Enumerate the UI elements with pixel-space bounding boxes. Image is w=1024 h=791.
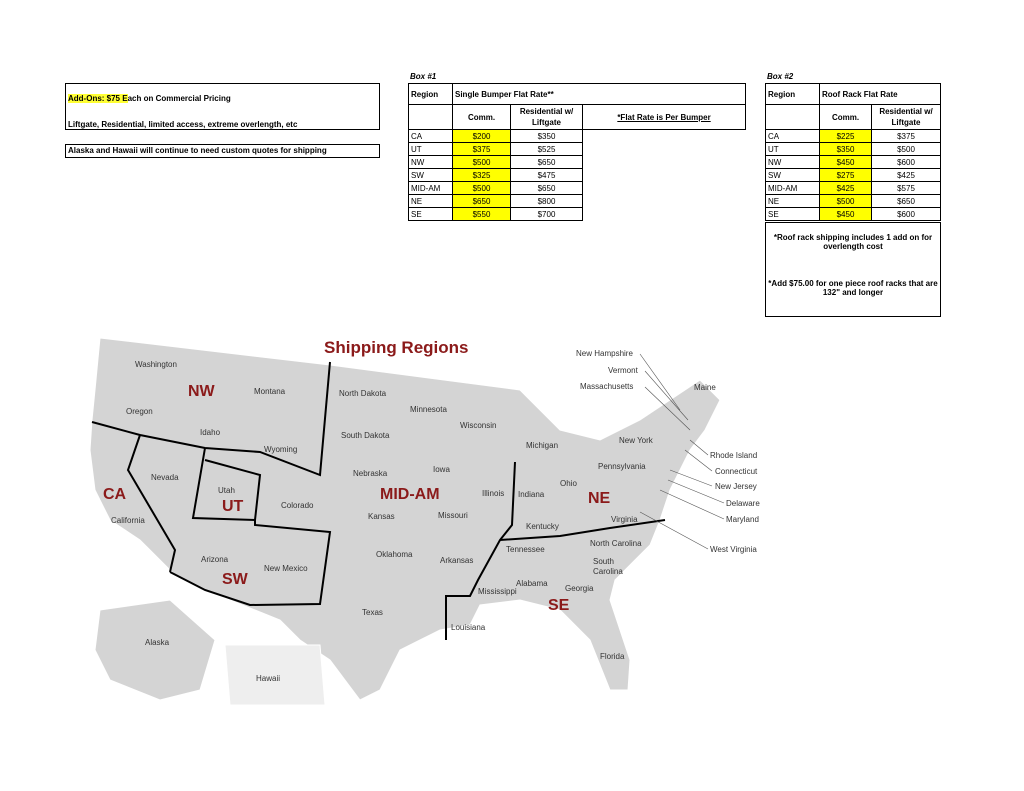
state-label: Missouri	[438, 511, 468, 520]
state-label: Arizona	[201, 555, 229, 564]
box2-cell-res: $650	[872, 195, 941, 208]
box1-cell-comm: $200	[453, 130, 511, 143]
state-label: Delaware	[726, 499, 760, 508]
state-label: Georgia	[565, 584, 594, 593]
state-label: Connecticut	[715, 467, 758, 476]
box1-cell-comm: $375	[453, 143, 511, 156]
state-label: Louisiana	[451, 623, 486, 632]
box1-cell-comm: $550	[453, 208, 511, 221]
state-label: Kentucky	[526, 522, 559, 531]
box2-note1: *Roof rack shipping includes 1 add on for overlength cost	[773, 233, 933, 251]
state-label: Colorado	[281, 501, 314, 510]
state-label: Nevada	[151, 473, 179, 482]
state-label: New Jersey	[715, 482, 757, 491]
box2-cell-res: $600	[872, 208, 941, 221]
state-label: Michigan	[526, 441, 559, 450]
box1-cell-res: $525	[511, 143, 583, 156]
state-label: Ohio	[560, 479, 577, 488]
addons-line2: Liftgate, Residential, limited access, extreme overlength, etc	[68, 120, 298, 129]
box1-col-res: Residential w/ Liftgate	[511, 105, 583, 130]
box1-cell-region: MID-AM	[409, 182, 453, 195]
state-label: New York	[619, 436, 653, 445]
box2-cell-res: $500	[872, 143, 941, 156]
box2-cell-region: SE	[766, 208, 820, 221]
box2-cell-region: NW	[766, 156, 820, 169]
box2-cell-comm: $500	[820, 195, 872, 208]
state-label: Idaho	[200, 428, 221, 437]
state-label: North Carolina	[590, 539, 642, 548]
box1-cell-region: SW	[409, 169, 453, 182]
box1-label: Box #1	[410, 72, 437, 81]
box1-cell-region: CA	[409, 130, 453, 143]
box1-cell-comm: $500	[453, 182, 511, 195]
box2-note2: *Add $75.00 for one piece roof racks that are 132" and longer	[768, 279, 938, 297]
state-label: Florida	[600, 652, 625, 661]
box1-cell-comm: $650	[453, 195, 511, 208]
box1-cell-region: SE	[409, 208, 453, 221]
box2-cell-comm: $450	[820, 208, 872, 221]
box1-flat-note: *Flat Rate is Per Bumper	[583, 105, 746, 130]
state-label: Iowa	[433, 465, 450, 474]
state-label: Indiana	[518, 490, 545, 499]
box1-cell-res: $700	[511, 208, 583, 221]
state-label: Minnesota	[410, 405, 447, 414]
state-label: Washington	[135, 360, 177, 369]
box2-cell-comm: $350	[820, 143, 872, 156]
box1-cell-res: $650	[511, 182, 583, 195]
box2-cell-region: UT	[766, 143, 820, 156]
box1-cell-region: NW	[409, 156, 453, 169]
region-ut: UT	[222, 498, 244, 515]
state-label: Rhode Island	[710, 451, 758, 460]
state-label: California	[111, 516, 145, 525]
state-label: Alaska	[145, 638, 170, 647]
state-label: Wyoming	[264, 445, 298, 454]
box2-col-res: Residential w/ Liftgate	[872, 105, 941, 130]
state-label: Illinois	[482, 489, 505, 498]
map-title: Shipping Regions	[324, 338, 469, 357]
box1-cell-res: $350	[511, 130, 583, 143]
state-label: Kansas	[368, 512, 395, 521]
box1-cell-region: NE	[409, 195, 453, 208]
state-label: Tennessee	[506, 545, 545, 554]
state-label: Alabama	[516, 579, 548, 588]
state-label: New Mexico	[264, 564, 308, 573]
state-label: Nebraska	[353, 469, 388, 478]
state-label: West Virginia	[710, 545, 757, 554]
state-label: Maryland	[726, 515, 759, 524]
box1-cell-res: $475	[511, 169, 583, 182]
state-label: Massachusetts	[580, 382, 634, 391]
box2-cell-region: SW	[766, 169, 820, 182]
box1-cell-comm: $325	[453, 169, 511, 182]
state-label: Arkansas	[440, 556, 474, 565]
box2-title: Roof Rack Flat Rate	[820, 84, 941, 105]
box2-cell-comm: $275	[820, 169, 872, 182]
box1-cell-res: $650	[511, 156, 583, 169]
box1-col-comm: Comm.	[453, 105, 511, 130]
region-sw: SW	[222, 571, 248, 588]
state-label: North Dakota	[339, 389, 387, 398]
state-label: Montana	[254, 387, 286, 396]
box2-region-header: Region	[766, 84, 820, 105]
box2-label: Box #2	[767, 72, 794, 81]
state-label: Mississippi	[478, 587, 517, 596]
state-label: South Dakota	[341, 431, 390, 440]
region-ne: NE	[588, 490, 611, 507]
state-label: Oklahoma	[376, 550, 413, 559]
box2-cell-res: $600	[872, 156, 941, 169]
state-label: Vermont	[608, 366, 638, 375]
box2-cell-region: MID-AM	[766, 182, 820, 195]
box2-cell-comm: $225	[820, 130, 872, 143]
alaska-hawaii-note: Alaska and Hawaii will continue to need custom quotes for shipping	[65, 144, 380, 158]
box1-title: Single Bumper Flat Rate**	[453, 84, 746, 105]
box1-cell-comm: $500	[453, 156, 511, 169]
state-label: Hawaii	[256, 674, 281, 683]
state-label: Pennsylvania	[598, 462, 646, 471]
box1-cell-res: $800	[511, 195, 583, 208]
state-label: Utah	[218, 486, 235, 495]
box2-cell-res: $375	[872, 130, 941, 143]
box2-cell-comm: $450	[820, 156, 872, 169]
box2-cell-res: $425	[872, 169, 941, 182]
box2-cell-comm: $425	[820, 182, 872, 195]
box2-cell-res: $575	[872, 182, 941, 195]
box1-region-header: Region	[409, 84, 453, 105]
region-se: SE	[548, 597, 570, 614]
state-label: Maine	[694, 383, 716, 392]
state-label: Virginia	[611, 515, 638, 524]
region-midam: MID-AM	[380, 486, 440, 503]
region-nw: NW	[188, 383, 215, 400]
box1-cell-region: UT	[409, 143, 453, 156]
box2-cell-region: CA	[766, 130, 820, 143]
region-ca: CA	[103, 486, 127, 503]
state-label: New Hampshire	[576, 349, 633, 358]
state-label: Oregon	[126, 407, 153, 416]
addons-line1: Add-Ons: $75 Each on Commercial Pricing	[68, 94, 231, 103]
state-label: Texas	[362, 608, 383, 617]
box2-col-comm: Comm.	[820, 105, 872, 130]
state-label: South Carolina	[593, 557, 623, 576]
state-label: Wisconsin	[460, 421, 497, 430]
box2-cell-region: NE	[766, 195, 820, 208]
